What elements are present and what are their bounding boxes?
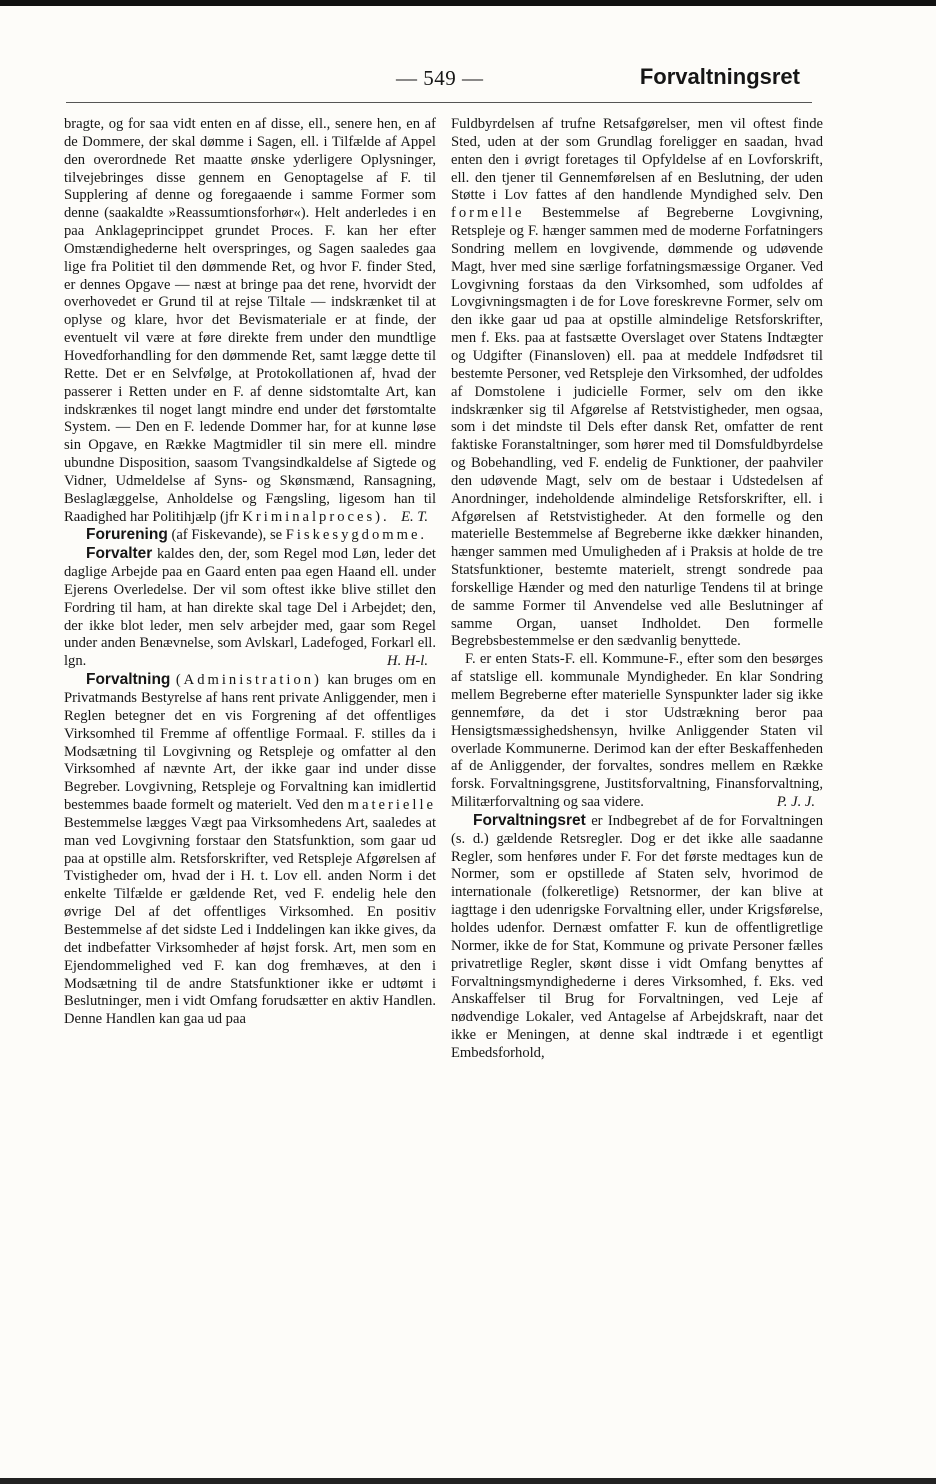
entry-forvaltningsret (451, 812, 823, 1063)
forvaltningsret-text: er Indbegrebet af de for Forvaltningen (s. d.) gældende Retsregler. Dog er det ikke alle saadanne Regler, som henføres under F. For det første medtages kun de Normer, som er opstillede af Staten selv, hvorimod de internationale (folkeretlige) Retsnormer, der kan blive at iagttage i den udenrigske Forvaltning eller, under Krigsførelse, holdes udenfor. Dernæst omfatter F. kun de offentligretlige Normer, ikke de for Stat, Kommune og private Personer fælles privatretlige Regler, skønt disse i vidt Omfang benyttes af Forvaltningsmyndighederne i deres Virksomhed, f. Eks. ved Anskaffelser til Brug for Forvaltningen, ved Leje af nødvendige Lokaler, ved Antagelse af Arbejdskraft, naar det ikke er Meningen, at denne skal indtræde i et egentligt Embedsforhold, (451, 812, 823, 1061)
cross-ref-kriminalproces: Kriminalproces). (242, 508, 390, 525)
forvalter-text: kaldes den, der, som Regel mod Løn, leder det daglige Arbejde paa en Gaard enten paa egen Haand ell. under Ejerens Overledelse. Der vil som oftest ikke blive stillet den Fordring til ham, at han direkte skal tage Del i Arbejdet; den, der ikke blot leder, men selv arbejder med, gaar som Regel under anden Benævnelse, som Avlskarl, Ladefoged, Forkarl ell. lgn. (64, 546, 436, 670)
forvaltning-materielle: materielle (347, 797, 436, 814)
entry-forurening (64, 526, 436, 545)
top-border (0, 0, 936, 6)
signature-hhl: H. H-l. (387, 653, 428, 670)
forurening-text: (af Fiskevande), se (171, 527, 283, 544)
signature-et: E. T. (401, 508, 428, 525)
stats-kommune-text: F. er enten Stats-F. ell. Kommune-F., efter som den besørges af statslige ell. kommunale Myndigheder. En klar Sondring mellem Begreberne efter materielle Synspunkter lader sig ikke gennemføre, da det i stor Udstrækning beror paa Hensigtsmæssighedshensyn, hvilke Anliggender Staten vil overlade Kommunerne. Derimod kan der efter Beskaffenheden af de Anliggender, der forvaltes, sondres mellem en Række forsk. Forvaltningsgrene, Justitsforvaltning, Finansforvaltning, Militærforvaltning og saa videre. (451, 651, 823, 811)
right-column (451, 116, 823, 1063)
headword-forvaltning: Forvaltning (86, 671, 171, 689)
running-head: Forvaltningsret (639, 64, 800, 89)
forvaltning-text-a: kan bruges om en Privatmands Bestyrelse af hans rent private Anliggender, men i Reglen betegner det en vis Forgrening af det offentliges Virksomhed til Fremme af offentlige Formaal. F. stilles da i Modsætning til Lovgivning og Retspleje og omfatter al den Virksomhed af nævnte Art, der ikke gaar ind under disse Begreber. Lovgivning, Retspleje og Forvaltning kan imidlertid bestemmes baade formelt og materielt. Ved den (64, 672, 436, 814)
fovhor-continuation (64, 116, 436, 526)
forvaltning-cont-b: Bestemmelse af Begreberne Lovgivning, Retspleje og F. hænger sammen med de moderne Forfatningers Sondring mellem en lovgivende, dømmende og udøvende Magt, hver med sine særlige forfatningsmæssige Organer. Ved Lovgivning forstaas da den Virksomhed, som udfoldes af Lovgivningsmagten i de for Love foreskrevne Former, selv om den ikke gaar ud paa at opstille almindelige Retsforskrifter, men f. Eks. paa at fastsætte Overslaget over Statens Indtægter og Udgifter (Finansloven) ell. paa at meddele Indfødsret til bestemte Personer, ved Retspleje den Virksomhed, der udfoldes af Domstolene i judicielle Former, selv om den ikke indskrænker sig til Afgørelse af Retstvistigheder, men ogsaa, som i det mindste til Dels efter dansk Ret, omfatter de rent faktiske Foranstaltninger, som hører med til Domsfuldbyrdelse og Bobehandling, ved F. endelig de Funktioner, der paahviler den udøvende Magt, selv om de bestaar i Udstedelsen af Anordninger, indeholdende almindelige Retsforskrifter, ell. i Afgørelsen af Retstvistigheder. At den formelle og den materielle Bestemmelse af Begreberne ikke dækker hinanden, hænger sammen med Umuligheden af i Praksis at holde de tre Statsfunktioner, bestemte materielt, strengt sondrede paa forskellige Hænder og med den naturlige Tendens til at bringe de samme Former til Anvendelse ved alle Beslutninger af samme Organ, uanset Indholdet. Den formelle Begrebsbestemmelse er den sædvanlig benyttede. (451, 205, 823, 650)
headword-forurening: Forurening (86, 526, 168, 544)
page-number: — 549 — (396, 66, 484, 90)
signature-pjj: P. J. J. (776, 794, 815, 811)
forvaltning-formelle: formelle (451, 205, 525, 222)
entry-forvaltning (64, 671, 436, 1029)
fovhor-text: bragte, og for saa vidt enten en af disse, ell., senere hen, en af de Dommere, der skal dømme i Sagen, ell. i Tilfælde af Appel den overordnede Ret maatte ønske yderligere Oplysninger, tilvejebringes disse gennem en Genoptagelse af F. til Supplering af denne og foregaaende i samme Former som denne (saakaldte »Reassumtionsforhør«). Helt anderledes i en paa Anklageprincippet grundet Proces. F. kan her efter Omstændighederne helt overspringes, og Sagen saaledes gaa lige fra Politiet til den dømmende Ret, og hvor F. finder Sted, er dennes Opgave — næst at bringe paa det rene, hvorvidt der overhovedet er Grund til at rejse Tiltale — indskrænket til at oplyse og klare, hvor det Bevismateriale er at finde, der eventuelt vil være at føre direkte frem under den mundtlige Hovedforhandling for den dømmende Ret, samt lægge dette til Rette. Det er en Selvfølge, at Protokollationen af, hvad der passerer i Retten under en F. af denne sidstomtalte Art, kan indskrænkes til noget langt mindre end under det førstomtalte System. — Den en F. ledende Dommer har, for at kunne løse sin Opgave, en Række Magtmidler til sin mere ell. mindre ubundne Disposition, saasom Tvangsindkaldelse af Sigtede og Vidner, Udmeldelse af Syns- og Skønsmænd, Ransagning, Beslaglæggelse, Anholdelse og Fængsling, ligesom han til Raadighed har Politihjælp (jfr (64, 116, 436, 525)
headword-forvaltningsret: Forvaltningsret (473, 811, 586, 829)
page-header (66, 62, 812, 103)
entry-forvalter (64, 545, 436, 671)
left-column (64, 116, 436, 1029)
forvaltning-cont-a: Fuldbyrdelsen af trufne Retsafgørelser, men vil oftest finde Sted, uden at der som Grundlag foreligger en saadan, hvad enten den i øvrigt foretages til Opfyldelse af en Lovforskrift, ell. den tjener til Gennemførelsen af en Beslutning, der uden Støtte i Lov fattes af den handlende Myndighed selv. Den (451, 116, 823, 204)
cross-ref-fiskesygdomme: Fiskesygdomme. (285, 527, 428, 544)
bottom-border (0, 1478, 936, 1484)
forvaltning-text-b: Bestemmelse lægges Vægt paa Virksomhedens Art, saaledes at man ved Lovgivning forstaar den Statsfunktion, som gaar ud paa at opstille alm. Retsforskrifter, ved Retspleje Afgørelsen af Tvistigheder om, hvad der i H. t. Lov ell. anden Norm i det enkelte Tilfælde er gældende Ret, ved F. endelig hele den øvrige Del af det offentliges Virksomhed. En positiv Bestemmelse af det sidste Led i Inddelingen kan ikke gives, da det indbefatter Virksomheder af højst forsk. Art, men som en Ejendommelighed ved F. kan dog fremhæves, at den i Modsætning til de andre Statsfunktioner ikke er udtømt i Beslutninger, men i vidt Omfang forudsætter en aktiv Handlen. Denne Handlen kan gaa ud paa (64, 814, 436, 1028)
forvaltning-stats-kommune (451, 651, 823, 812)
headword-forvalter: Forvalter (86, 545, 153, 563)
forvaltning-administration: (Administration) (175, 672, 322, 689)
forvaltning-continuation (451, 116, 823, 651)
